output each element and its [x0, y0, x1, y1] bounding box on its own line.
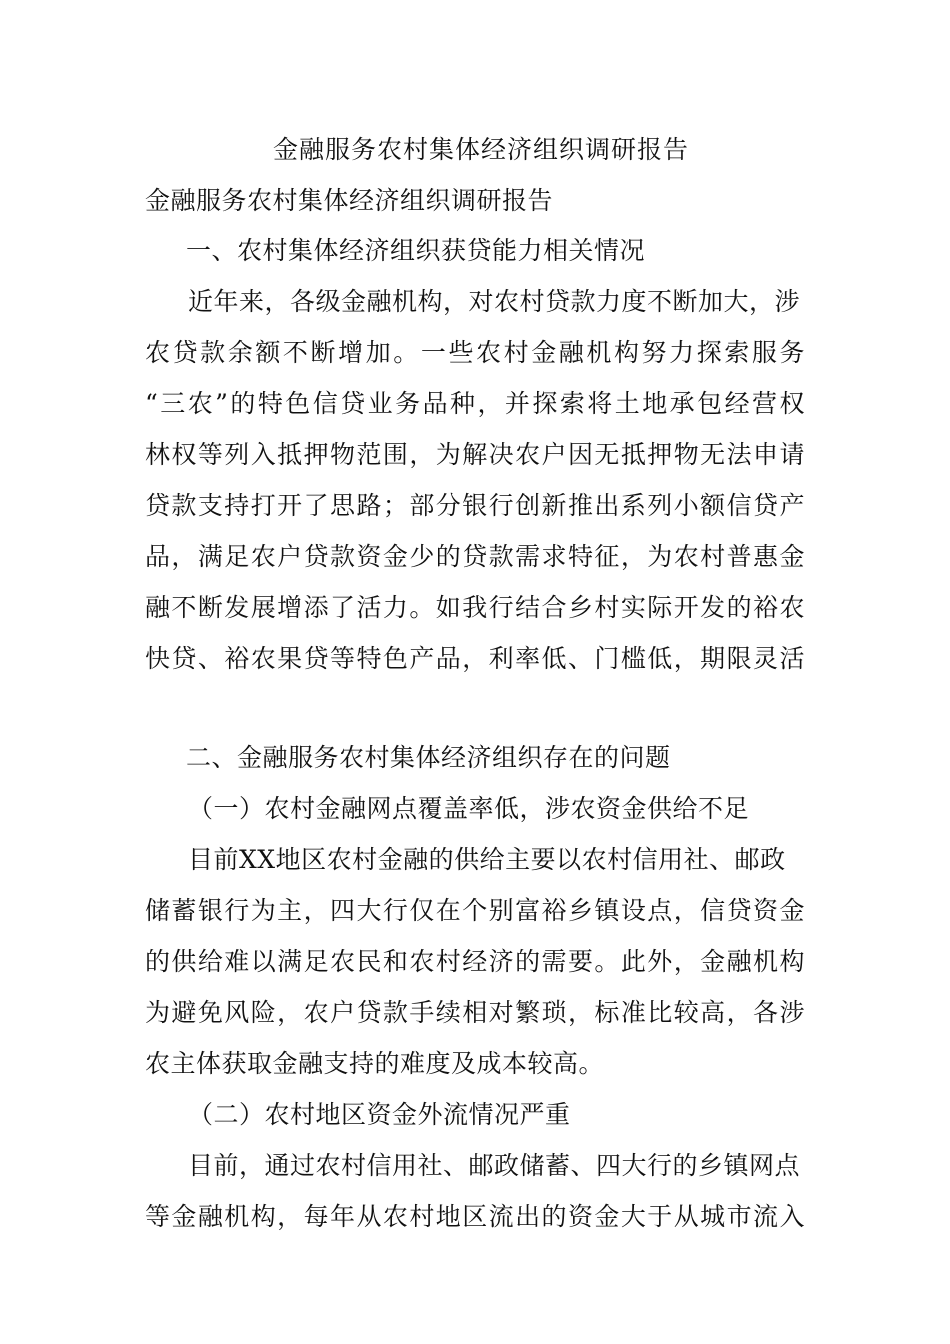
- section-2-sub-1-paragraph-line: 农主体获取金融支持的难度及成本较高。: [145, 1049, 605, 1078]
- section-2-sub-2-heading: （二）农村地区资金外流情况严重: [188, 1100, 571, 1129]
- section-2-heading: 二、金融服务农村集体经济组织存在的问题: [186, 743, 671, 772]
- section-1-heading: 一、农村集体经济组织获贷能力相关情况: [186, 236, 646, 265]
- document-subtitle: 金融服务农村集体经济组织调研报告: [145, 186, 554, 215]
- section-2-sub-1-heading: （一）农村金融网点覆盖率低，涉农资金供给不足: [188, 794, 750, 823]
- section-1-paragraph-line: 融不断发展增添了活力。如我行结合乡村实际开发的裕农: [145, 593, 805, 622]
- document-title: 金融服务农村集体经济组织调研报告: [273, 135, 690, 164]
- section-2-sub-2-paragraph-line: 等金融机构，每年从农村地区流出的资金大于从城市流入: [145, 1202, 805, 1231]
- section-1-paragraph-line: 近年来，各级金融机构，对农村贷款力度不断加大，涉: [188, 287, 801, 316]
- section-2-sub-1-paragraph-line: 的供给难以满足农民和农村经济的需要。此外，金融机构: [145, 947, 805, 976]
- section-2-sub-2-paragraph-line: 目前，通过农村信用社、邮政储蓄、四大行的乡镇网点: [188, 1151, 801, 1180]
- section-2-sub-1-paragraph-line: 储蓄银行为主，四大行仅在个别富裕乡镇设点，信贷资金: [145, 896, 805, 925]
- section-1-paragraph-line: “三农”的特色信贷业务品种，并探索将土地承包经营权: [145, 389, 805, 418]
- section-1-paragraph-line: 农贷款余额不断增加。一些农村金融机构努力探索服务: [145, 338, 805, 367]
- section-2-sub-1-paragraph-line: 目前XX地区农村金融的供给主要以农村信用社、邮政: [188, 845, 786, 874]
- section-1-paragraph-line: 贷款支持打开了思路；部分银行创新推出系列小额信贷产: [145, 491, 805, 520]
- section-1-paragraph-line: 品，满足农户贷款资金少的贷款需求特征，为农村普惠金: [145, 542, 805, 571]
- section-1-paragraph-line: 林权等列入抵押物范围，为解决农户因无抵押物无法申请: [145, 440, 805, 469]
- section-2-sub-1-paragraph-line: 为避免风险，农户贷款手续相对繁琐，标准比较高，各涉: [145, 998, 805, 1027]
- section-1-paragraph-line: 快贷、裕农果贷等特色产品，利率低、门槛低，期限灵活: [145, 644, 805, 673]
